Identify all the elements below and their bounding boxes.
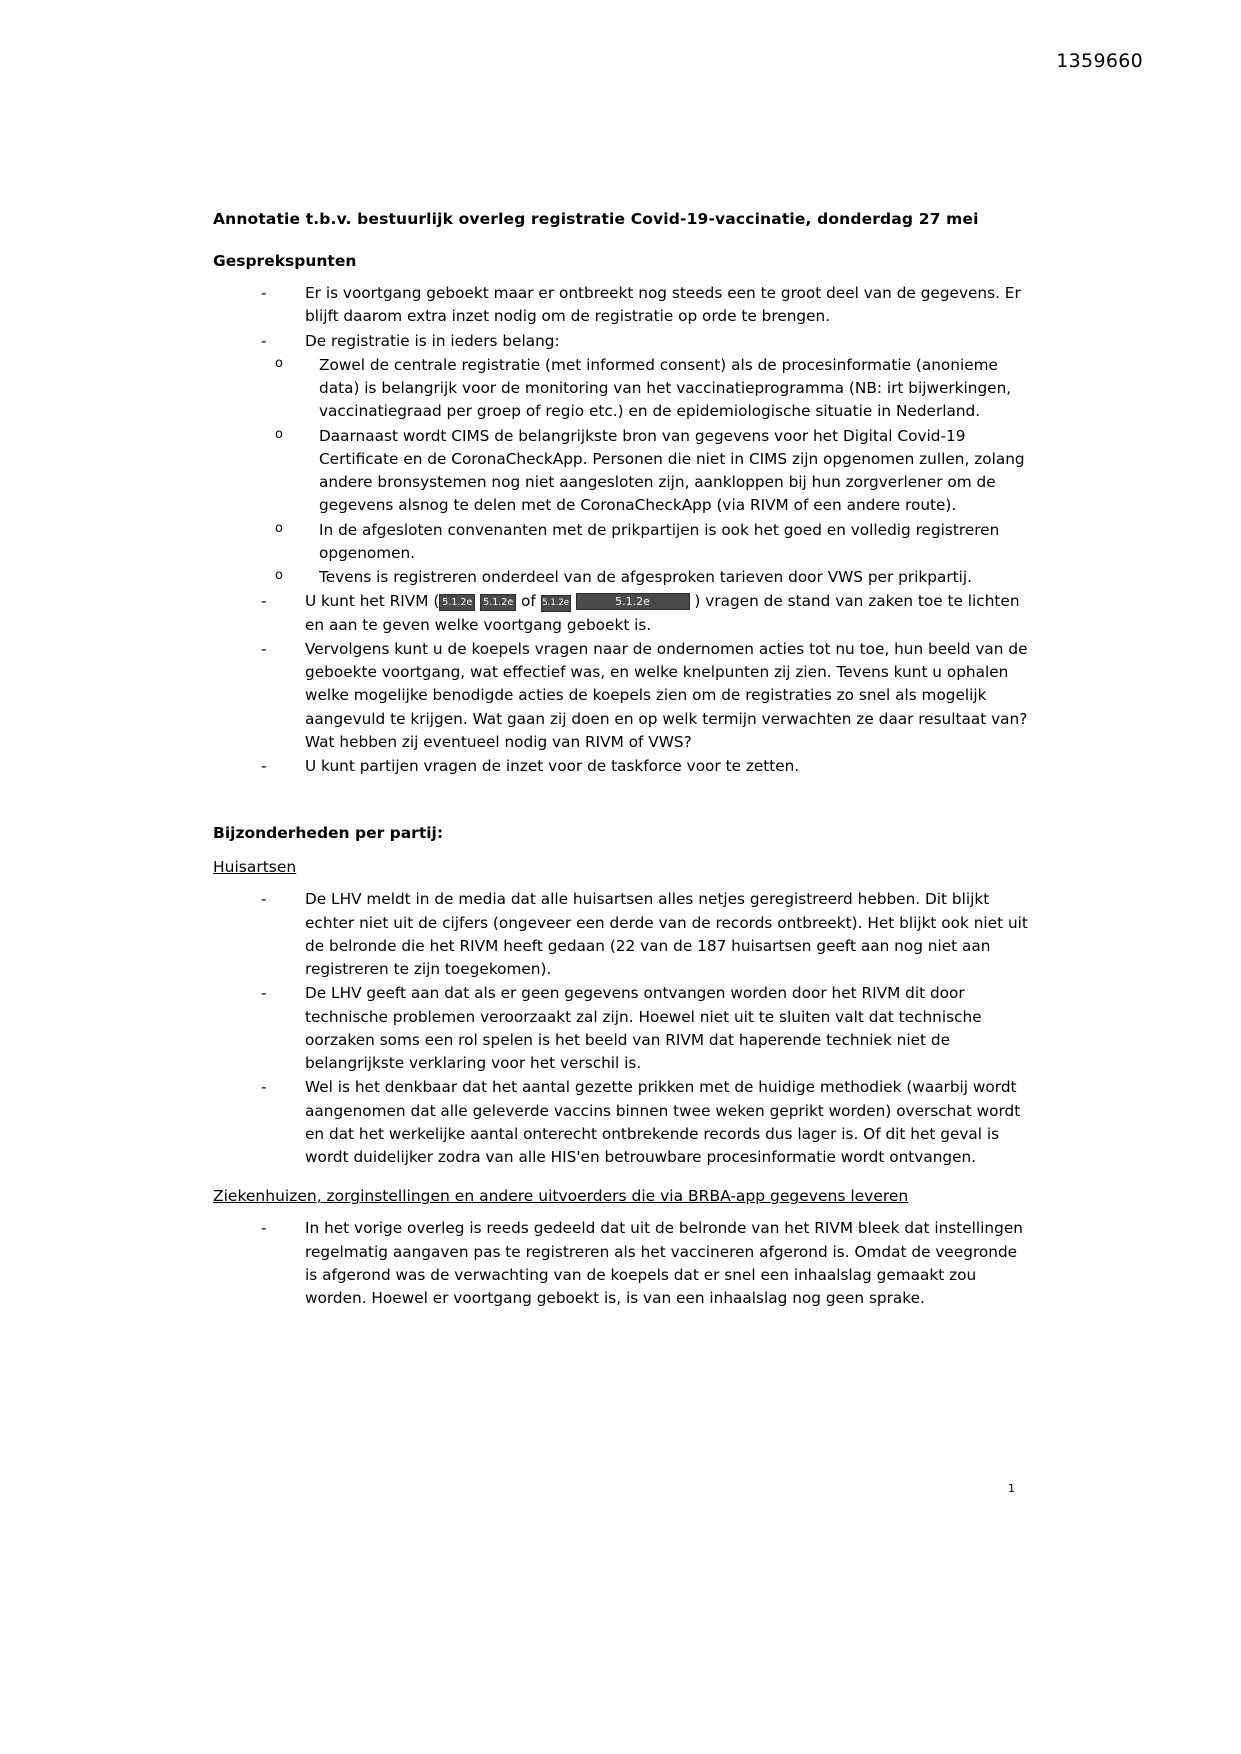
redacted-bullet-middle: of [521, 592, 536, 611]
redaction-box-3: 5.1.2e [541, 595, 571, 612]
list-item: - In het vorige overleg is reeds gedeeld dat uit de belronde van het RIVM bleek dat instellingen regelmatig aangaven pas te registreren als het vaccineren afgerond is. Omdat de veegronde is afgerond was de verwachting van de koepels dat er snel een inhaalslag gemaakt zou worden. Hoewel er voortgang geboekt is, is van een inhaalslag nog geen sprake. [261, 1217, 1033, 1310]
document-number: 1359660 [1056, 50, 1143, 72]
list-item: o Tevens is registreren onderdeel van de afgesproken tarieven door VWS per prikpartij. [275, 566, 1033, 589]
list-item: - De LHV geeft aan dat als er geen gegevens ontvangen worden door het RIVM dit door technische problemen veroorzaakt zal zijn. Hoewel niet uit te sluiten valt dat technische oorzaken soms een rol spelen is het beeld van RIVM dat haperende techniek niet de belangrijkste verklaring voor het verschil is. [261, 982, 1033, 1075]
list-item: - U kunt partijen vragen de inzet voor de taskforce voor te zetten. [261, 755, 1033, 778]
list-item: - Er is voortgang geboekt maar er ontbreekt nog steeds een te groot deel van de gegevens. Er blijft daarom extra inzet nodig om de registratie op orde te brengen. [261, 282, 1033, 329]
list-item: o Daarnaast wordt CIMS de belangrijkste bron van gegevens voor het Digital Covid-19 Certificate en de CoronaCheckApp. Personen die niet in CIMS zijn opgenomen zullen, zolang andere bronsystemen nog niet aangesloten zijn, aankloppen bij hun zorgverlener om de gegevens alsnog te delen met de CoronaCheckApp (via RIVM of een andere route). [275, 425, 1033, 518]
gesprekspunten-list [213, 282, 1033, 353]
list-item-redacted [261, 590, 1033, 637]
list-item: - De registratie is in ieders belang: [261, 330, 1033, 353]
gesprekspunten-sublist [213, 354, 1033, 590]
subsection-heading-ziekenhuizen: Ziekenhuizen, zorginstellingen en andere uitvoerders die via BRBA-app gegevens leveren [213, 1187, 909, 1206]
redaction-box-4: 5.1.2e [576, 593, 690, 610]
list-item: o In de afgesloten convenanten met de prikpartijen is ook het goed en volledig registreren opgenomen. [275, 519, 1033, 566]
subsection-heading-huisartsen: Huisartsen [213, 858, 297, 877]
list-item: - De LHV meldt in de media dat alle huisartsen alles netjes geregistreerd hebben. Dit blijkt echter niet uit de cijfers (ongeveer een derde van de records ontbreekt). Het blijkt ook niet uit de belronde die het RIVM heeft gedaan (22 van de 187 huisartsen geeft aan nog niet aan registreren te zijn toegekomen). [261, 888, 1033, 981]
redaction-box-2: 5.1.2e [480, 594, 516, 611]
redacted-bullet-suffix: ) vragen de stand van zaken toe te lichten en aan te geven welke voortgang geboekt is. [305, 592, 1020, 634]
redaction-box-1: 5.1.2e [439, 594, 475, 611]
document-body [213, 210, 1033, 1311]
redacted-bullet-prefix: U kunt het RIVM ( [305, 592, 440, 611]
list-item: o Zowel de centrale registratie (met informed consent) als de procesinformatie (anonieme data) is belangrijk voor de monitoring van het vaccinatieprogramma (NB: irt bijwerkingen, vaccinatiegraad per groep of regio etc.) en de epidemiologische situatie in Nederland. [275, 354, 1033, 424]
section-heading-bijzonderheden: Bijzonderheden per partij: [213, 824, 444, 843]
document-title: Annotatie t.b.v. bestuurlijk overleg registratie Covid-19-vaccinatie, donderdag 27 mei [213, 210, 979, 228]
huisartsen-list [213, 888, 1033, 1169]
list-item: - Vervolgens kunt u de koepels vragen naar de ondernomen acties tot nu toe, hun beeld van de geboekte voortgang, wat effectief was, en welke knelpunten zij zien. Tevens kunt u ophalen welke mogelijke benodigde acties de koepels zien om de registraties zo snel als mogelijk aangevuld te krijgen. Wat gaan zij doen en op welk termijn verwachten ze daar resultaat van? Wat hebben zij eventueel nodig van RIVM of VWS? [261, 638, 1033, 754]
page-number: 1 [1008, 1482, 1015, 1495]
ziekenhuizen-list [213, 1217, 1033, 1310]
list-item: - Wel is het denkbaar dat het aantal gezette prikken met de huidige methodiek (waarbij wordt aangenomen dat alle geleverde vaccins binnen twee weken geprikt worden) overschat wordt en dat het werkelijke aantal onterecht ontbrekende records dus lager is. Of dit het geval is wordt duidelijker zodra van alle HIS'en betrouwbare procesinformatie wordt ontvangen. [261, 1076, 1033, 1169]
gesprekspunten-list-continued [213, 590, 1033, 778]
section-heading-gesprekspunten: Gesprekspunten [213, 252, 357, 270]
